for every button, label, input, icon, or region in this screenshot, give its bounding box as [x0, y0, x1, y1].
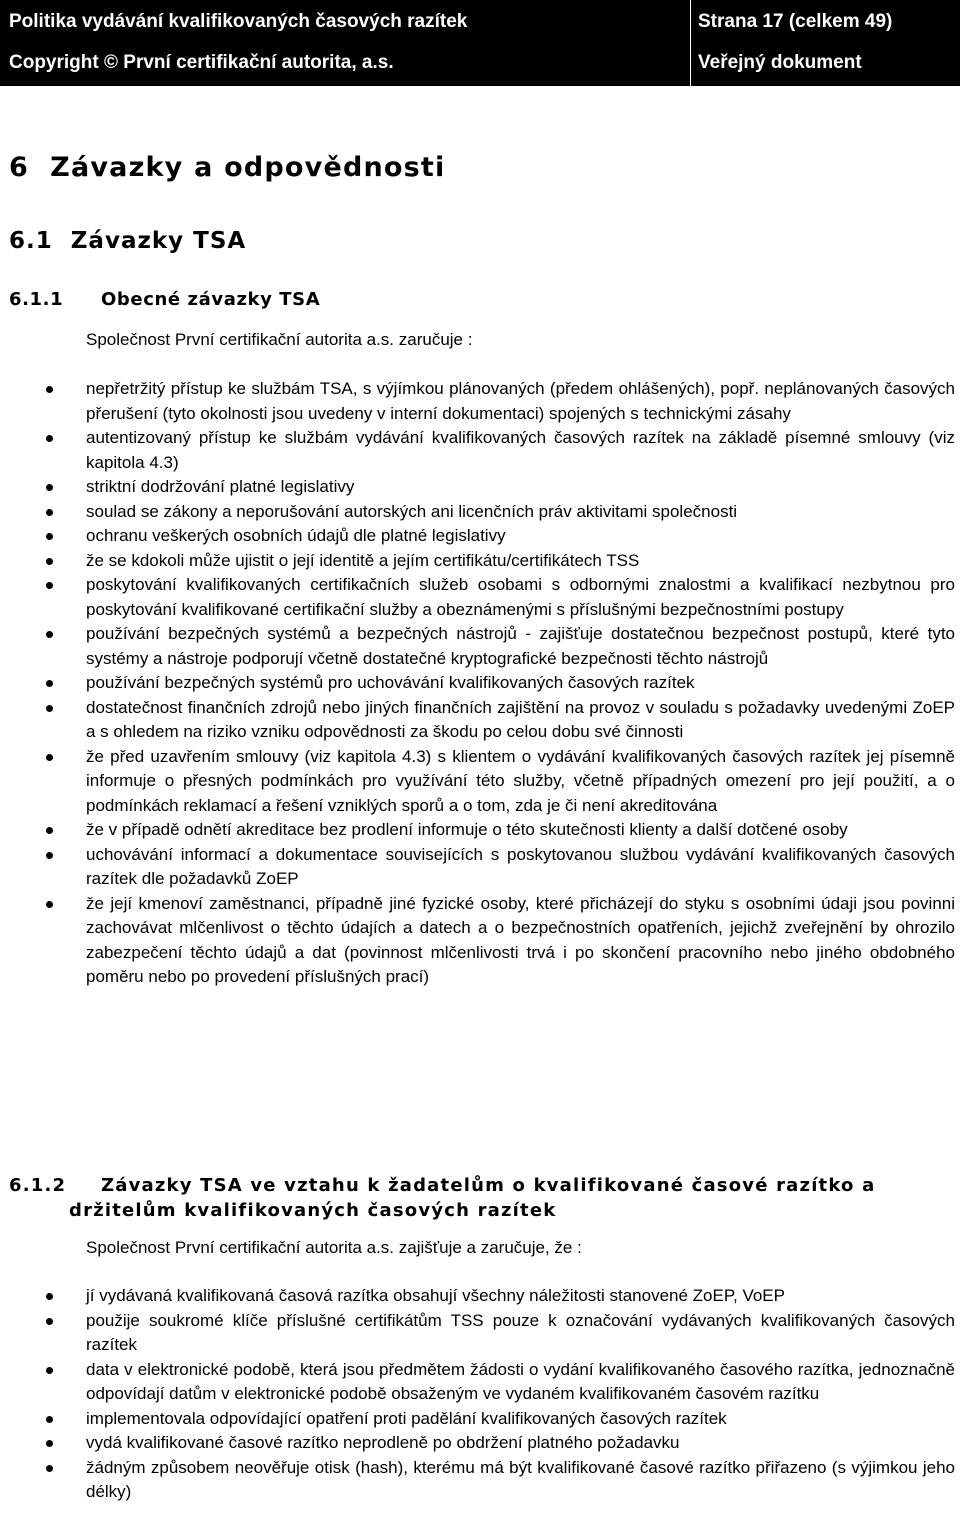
- bullet-icon: [46, 754, 53, 761]
- copyright-notice: Copyright © První certifikační autorita, a.s.: [9, 52, 394, 73]
- bullet-icon: [46, 705, 53, 712]
- applicant-obligations-list: [0, 1284, 960, 1505]
- document-classification: Veřejný dokument: [698, 52, 862, 73]
- subsection-title-2-line1: Závazky TSA ve vztahu k žadatelům o kvalifikované časové razítko a: [101, 1175, 876, 1196]
- bullet-icon: [46, 509, 53, 516]
- document-header: [0, 0, 960, 86]
- list-item: dostatečnost finančních zdrojů nebo jiných finančních zajištění na provoz v souladu s požadavky uvedenými ZoEP a s ohledem na riziko vzniku odpovědnosti za škodu po celou dobu své činnosti: [0, 696, 960, 745]
- list-item: ochranu veškerých osobních údajů dle platné legislativy: [0, 524, 960, 549]
- bullet-icon: [46, 386, 53, 393]
- bullet-icon: [46, 1318, 53, 1325]
- page-number: Strana 17 (celkem 49): [698, 11, 893, 32]
- bullet-icon: [46, 582, 53, 589]
- bullet-icon: [46, 680, 53, 687]
- subsection-title: Obecné závazky TSA: [101, 289, 321, 310]
- bullet-icon: [46, 1465, 53, 1472]
- subsection-number-2: 6.1.2: [9, 1175, 67, 1196]
- bullet-icon: [46, 1440, 53, 1447]
- list-item: autentizovaný přístup ke službám vydávání kvalifikovaných časových razítek na základě písemné smlouvy (viz kapitola 4.3): [0, 426, 960, 475]
- list-item: že její kmenoví zaměstnanci, případně jiné fyzické osoby, které přicházejí do styku s osobními údaji jsou povinni zachovávat mlčenlivost o těchto údajích a datech a o bezpečnostních opatřeních, jejichž zveřejnění by ohrozilo zabezpečení těchto údajů a dat (povinnost mlčenlivosti trvá i po skončení pracovního nebo jiného obdobného poměru nebo po provedení příslušných prací): [0, 892, 960, 990]
- list-item: že se kdokoli může ujistit o její identitě a jejím certifikátu/certifikátech TSS: [0, 549, 960, 574]
- bullet-icon: [46, 533, 53, 540]
- list-item: striktní dodržování platné legislativy: [0, 475, 960, 500]
- bullet-icon: [46, 631, 53, 638]
- subsection-number: 6.1.1: [9, 289, 64, 310]
- chapter-heading: 6 Závazky a odpovědnosti: [9, 152, 446, 183]
- section-heading: 6.1 Závazky TSA: [9, 228, 247, 254]
- bullet-icon: [46, 827, 53, 834]
- bullet-icon: [46, 435, 53, 442]
- header-divider: [690, 0, 691, 86]
- list-item: že v případě odnětí akreditace bez prodlení informuje o této skutečnosti klienty a další dotčené osoby: [0, 818, 960, 843]
- list-item: že před uzavřením smlouvy (viz kapitola 4.3) s klientem o vydávání kvalifikovaných časových razítek jej písemně informuje o přesných podmínkách pro využívání této služby, včetně případných omezení pro její použití, a o podmínkách reklamací a řešení vzniklých sporů a o tom, zda je či není akreditována: [0, 745, 960, 819]
- subsection-heading-2: [9, 1173, 875, 1223]
- bullet-icon: [46, 1293, 53, 1300]
- list-item: uchovávání informací a dokumentace souvisejících s poskytovanou službou vydávání kvalifikovaných časových razítek dle požadavků ZoEP: [0, 843, 960, 892]
- bullet-icon: [46, 1416, 53, 1423]
- bullet-icon: [46, 1367, 53, 1374]
- list-item: použije soukromé klíče příslušné certifikátům TSS pouze k označování vydávaných kvalifikovaných časových razítek: [0, 1309, 960, 1358]
- list-item: poskytování kvalifikovaných certifikačních služeb osobami s odbornými znalostmi a kvalifikací nezbytnou pro poskytování kvalifikované certifikační služby a obeznámenými s příslušnými bezpečnostními postupy: [0, 573, 960, 622]
- list-item: soulad se zákony a neporušování autorských ani licenčních práv aktivitami společnosti: [0, 500, 960, 525]
- bullet-icon: [46, 852, 53, 859]
- list-item: jí vydávaná kvalifikovaná časová razítka obsahují všechny náležitosti stanovené ZoEP, VoEP: [0, 1284, 960, 1309]
- list-item: vydá kvalifikované časové razítko neprodleně po obdržení platného požadavku: [0, 1431, 960, 1456]
- list-item: žádným způsobem neověřuje otisk (hash), kterému má být kvalifikované časové razítko přiřazeno (s výjimkou jeho délky): [0, 1456, 960, 1505]
- bullet-icon: [46, 484, 53, 491]
- bullet-icon: [46, 558, 53, 565]
- subsection-title-2-line2: držitelům kvalifikovaných časových razítek: [69, 1200, 557, 1221]
- list-item: používání bezpečných systémů a bezpečných nástrojů - zajišťuje dostatečnou bezpečnost postupů, které tyto systémy a nástroje podporují včetně dostatečné kryptografické bezpečnosti těchto nástrojů: [0, 622, 960, 671]
- subsection-heading: [9, 289, 320, 310]
- obligations-list: [0, 377, 960, 990]
- section2-intro: Společnost První certifikační autorita a.s. zajišťuje a zaručuje, že :: [86, 1238, 582, 1257]
- list-item: nepřetržitý přístup ke službám TSA, s výjímkou plánovaných (předem ohlášených), popř. neplánovaných časových přerušení (tyto okolnosti jsou uvedeny v interní dokumentaci) spojených s technickými zásahy: [0, 377, 960, 426]
- list-item: používání bezpečných systémů pro uchovávání kvalifikovaných časových razítek: [0, 671, 960, 696]
- document-title: Politika vydávání kvalifikovaných časových razítek: [9, 11, 468, 32]
- list-item: implementovala odpovídající opatření proti padělání kvalifikovaných časových razítek: [0, 1407, 960, 1432]
- bullet-icon: [46, 901, 53, 908]
- section-intro: Společnost První certifikační autorita a.s. zaručuje :: [86, 330, 473, 349]
- list-item: data v elektronické podobě, která jsou předmětem žádosti o vydání kvalifikovaného časového razítka, jednoznačně odpovídají datům v elektronické podobě obsaženým ve vydaném kvalifikovaném časovém razítku: [0, 1358, 960, 1407]
